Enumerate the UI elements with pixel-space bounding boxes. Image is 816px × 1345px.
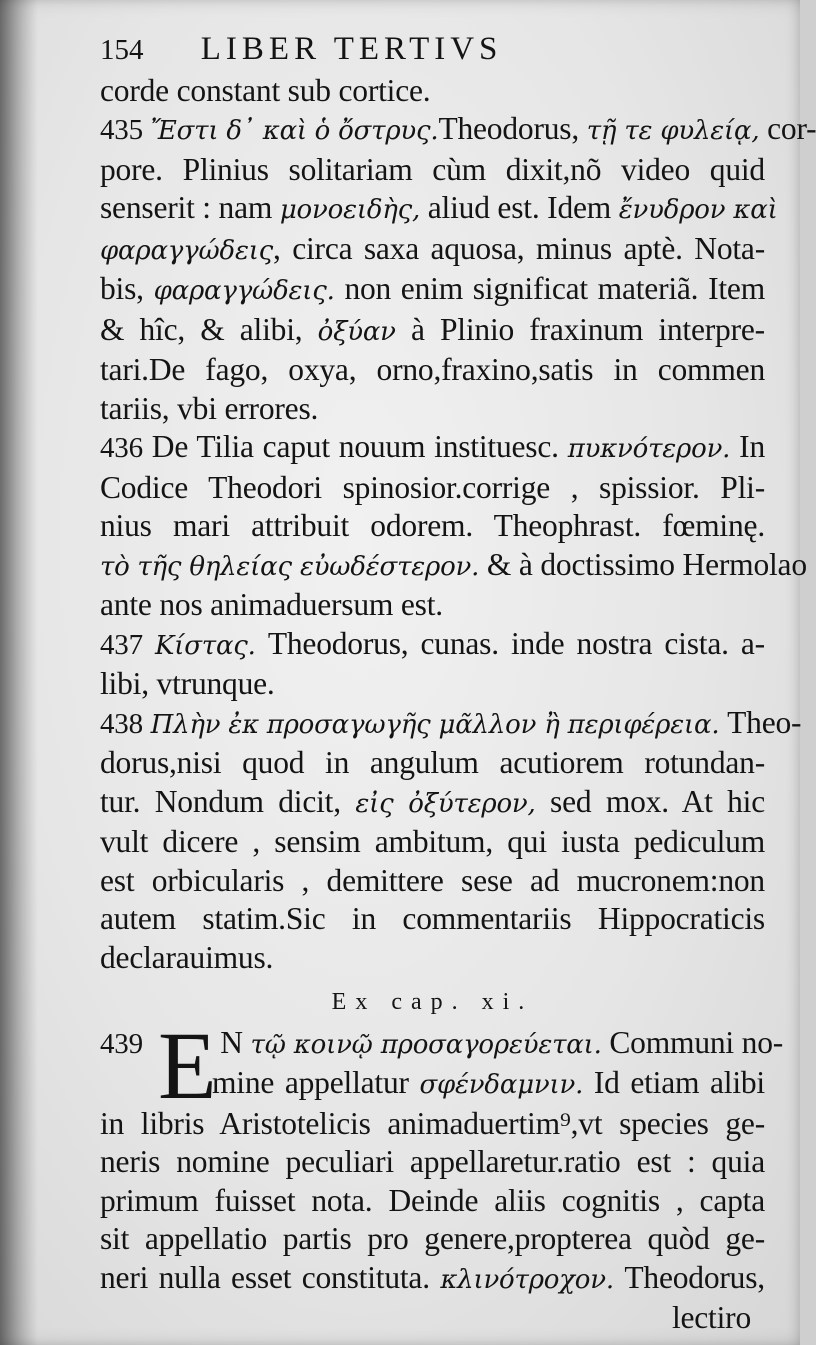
- text-line: primum fuisset nota. Deinde aliis cognitis , capta: [100, 1182, 765, 1218]
- latin-text: & hîc, & alibi,: [100, 311, 303, 347]
- running-header: [100, 30, 765, 70]
- latin-text: Communi no-: [609, 1024, 784, 1060]
- latin-text: Theodorus,: [438, 111, 580, 146]
- text-line: [100, 783, 765, 824]
- greek-text: προσαγωγῆς μᾶλλον ἢ περιφέρεια.: [266, 709, 720, 740]
- latin-text: Id etiam alibi: [593, 1065, 765, 1100]
- text-line: [100, 311, 765, 352]
- greek-text: πυκνότερον.: [567, 434, 731, 464]
- note-number: 436: [100, 432, 143, 464]
- latin-text: non enim significat materiã. Item: [344, 271, 766, 306]
- text-line: corde constant sub cortice.: [100, 72, 431, 108]
- greek-text: τὸ: [100, 551, 130, 582]
- latin-text: , circa saxa aquosa, minus aptè. Nota-: [273, 230, 765, 266]
- latin-text: sed mox. At hic: [550, 783, 765, 819]
- running-title: LIBER TERTIVS: [200, 31, 503, 67]
- text-line: [100, 546, 807, 587]
- greek-text: Ἔστι δ᾽ καὶ: [150, 116, 307, 146]
- text-line: [100, 110, 816, 151]
- greek-text: Πλὴν ἐκ: [150, 709, 259, 740]
- catchword: lectiro: [671, 1300, 751, 1335]
- greek-text: τῆς θηλείας εὐωδέστερον.: [137, 551, 480, 582]
- latin-text: bis,: [100, 271, 144, 306]
- greek-text: τῷ κοινῷ προσαγορεύεται.: [250, 1029, 602, 1060]
- latin-text: Theodorus,: [624, 1259, 765, 1295]
- page-number: 154: [100, 34, 144, 66]
- text-line: [100, 625, 765, 666]
- greek-text: σφένδαμνιν.: [419, 1070, 584, 1100]
- text-line: est orbicularis , demittere sese ad mucronem:non: [100, 862, 765, 898]
- text-line: [100, 230, 765, 271]
- text-line: [100, 1259, 765, 1300]
- text-line: in libris Aristotelicis animaduertim⁹,vt species ge-: [100, 1105, 765, 1141]
- latin-text: à Plinio fraxinum interpre-: [411, 311, 765, 347]
- text-line: dorus,nisi quod in angulum acutiorem rotundan-: [100, 745, 765, 780]
- latin-text: Theo-: [727, 704, 802, 740]
- text-line: [100, 189, 778, 230]
- latin-text: mine appellatur: [212, 1065, 409, 1100]
- text-line: ante nos animaduersum est.: [100, 587, 443, 622]
- text-line: declarauimus.: [100, 939, 274, 975]
- text-line: tariis, vbi errores.: [100, 390, 319, 426]
- text-line: autem statim.Sic in commentariis Hippocraticis: [100, 901, 765, 936]
- chapter-heading: Ex cap. xi.: [331, 989, 534, 1015]
- text-line: vult dicere , sensim ambitum, qui iusta pediculum: [100, 824, 765, 859]
- greek-text: ἔνυδρον καὶ: [618, 195, 778, 225]
- text-line: sit appellatio partis pro genere,propterea quòd ge-: [100, 1221, 765, 1256]
- text-line: libi, vtrunque.: [100, 666, 275, 701]
- text-line: [100, 428, 765, 469]
- text-line: tari.De fago, oxya, orno,fraxino,satis in commen: [100, 352, 765, 387]
- greek-text: φαραγγώδεις: [100, 235, 274, 266]
- greek-text: ὀξύαν: [317, 316, 396, 347]
- note-number: 435: [100, 114, 143, 146]
- greek-text: φαραγγώδεις.: [153, 276, 335, 306]
- text-line: Codice Theodori spinosior.corrige , spissior. Pli-: [100, 469, 765, 505]
- greek-text: τῇ τε φυλείᾳ,: [586, 116, 760, 146]
- gutter-shadow: [0, 0, 38, 1345]
- text-line: nius mari attribuit odorem. Theophrast. fœminę.: [100, 508, 765, 543]
- page-text-block: [100, 30, 816, 1338]
- text-line: pore. Plinius solitariam cùm dixit,nõ video quid: [100, 151, 765, 187]
- greek-text: εἰς ὀξύτερον,: [355, 788, 536, 819]
- note-number: 439: [100, 1027, 143, 1060]
- greek-text: Κίστας.: [155, 630, 256, 661]
- greek-text: μονοειδὴς,: [279, 195, 421, 225]
- latin-text: senserit : nam: [100, 190, 273, 225]
- latin-text: aliud est. Idem: [427, 190, 612, 225]
- text-line: [100, 270, 765, 311]
- latin-text: tur. Nondum dicit,: [100, 783, 341, 819]
- text-line: [100, 704, 802, 745]
- latin-text: In: [739, 429, 765, 464]
- latin-text: De Tilia caput nouum instituesc.: [151, 429, 559, 464]
- greek-text: ὁ ὄστρυς.: [314, 116, 439, 146]
- latin-text: N: [220, 1024, 243, 1060]
- latin-text: & à doctissimo Hermolao: [486, 546, 807, 582]
- note-439: [100, 1011, 784, 1338]
- latin-text: neri nulla esset constituta.: [100, 1259, 430, 1295]
- latin-text: cor-: [767, 111, 816, 146]
- text-line: neris nomine peculiari appellaretur.ratio est : quia: [100, 1144, 765, 1179]
- drop-capital: E: [158, 1011, 217, 1119]
- note-number: 437: [100, 628, 143, 661]
- note-number: 438: [100, 707, 143, 740]
- greek-text: κλινότροχον.: [440, 1264, 614, 1295]
- latin-text: Theodorus, cunas. inde nostra cista. a-: [267, 625, 765, 661]
